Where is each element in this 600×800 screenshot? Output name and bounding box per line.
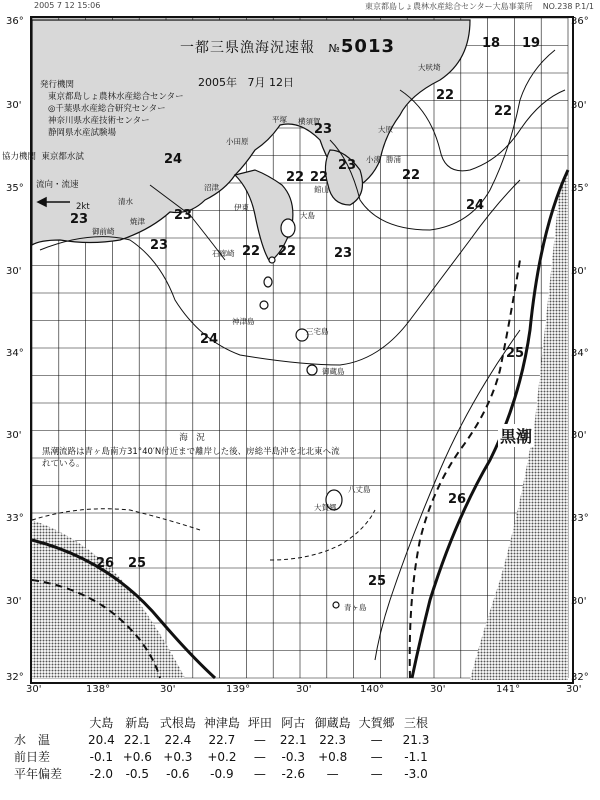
lon-label: 30' xyxy=(160,684,176,695)
place-label: 大賀郷 xyxy=(314,503,337,512)
row-label: 前日差 xyxy=(14,750,51,764)
lat-label: 32° xyxy=(6,672,24,683)
table-row xyxy=(10,765,433,782)
flow-legend xyxy=(36,178,90,212)
lon-label: 138° xyxy=(86,684,111,695)
table-header: 阿古 xyxy=(281,716,306,730)
lat-label: 35° xyxy=(571,183,589,194)
table-header: 神津島 xyxy=(203,716,240,730)
place-label: 勝浦 xyxy=(386,155,401,164)
lat-label: 30' xyxy=(6,266,22,277)
table-cell: -1.1 xyxy=(404,749,428,764)
issuer-org: ◎千葉県水産総合研究センター xyxy=(48,104,166,114)
place-label: 平塚 xyxy=(272,115,287,124)
flow-label: 流向・流速 xyxy=(36,180,79,190)
isotherm-label: 23 xyxy=(334,246,353,261)
isotherm-label: 18 xyxy=(482,36,501,51)
table-header: 新島 xyxy=(125,716,150,730)
date-month-unit: 月 xyxy=(254,76,266,89)
cooperator xyxy=(2,150,84,162)
table-cell: -0.5 xyxy=(125,766,149,781)
issuer-heading: 発行機関 xyxy=(40,80,75,90)
table-cell: 22.1 xyxy=(279,732,307,747)
lat-label: 30' xyxy=(6,596,22,607)
place-label: 小田原 xyxy=(226,137,249,146)
date-year-unit: 年 xyxy=(226,76,237,89)
lat-label: 30' xyxy=(571,266,587,277)
place-label: 清水 xyxy=(118,197,133,206)
table-cell: 22.3 xyxy=(319,732,346,747)
table-cell: +0.3 xyxy=(163,749,193,764)
lat-label: 34° xyxy=(571,348,589,359)
table-cell: -0.3 xyxy=(281,749,305,764)
lat-label: 33° xyxy=(6,513,24,524)
place-label: 伊東 xyxy=(234,203,249,212)
isotherm-label: 22 xyxy=(436,88,455,103)
table-cell: -2.6 xyxy=(281,766,305,781)
note-title: 海 況 xyxy=(179,433,205,443)
lat-label: 32° xyxy=(571,672,589,683)
date-day: 12 xyxy=(269,76,283,89)
table-header: 大賀郷 xyxy=(358,716,395,730)
issuer-block xyxy=(40,79,184,139)
table-row xyxy=(10,731,433,748)
lon-label: 30' xyxy=(430,684,446,695)
isotherm-label: 22 xyxy=(278,244,297,259)
flow-speed: 2kt xyxy=(76,202,90,212)
table-cell: -0.9 xyxy=(210,766,234,781)
title-text: 一都三県漁海況速報 xyxy=(180,40,315,56)
place-label: 横須賀 xyxy=(298,117,321,126)
lat-label: 30' xyxy=(571,596,587,607)
isotherm-label: 24 xyxy=(164,152,183,167)
table-cell: 22.4 xyxy=(164,732,192,747)
place-label: 小湊 xyxy=(366,155,381,164)
lat-label: 30' xyxy=(6,100,22,111)
table-row xyxy=(10,748,433,765)
table-cell: — xyxy=(253,766,266,781)
fax-sender: 東京都島しょ農林水産総合センター大島事業所 xyxy=(365,2,533,11)
table-cell: 22.1 xyxy=(123,732,151,747)
isotherm-label: 22 xyxy=(242,244,261,259)
date-month: 7 xyxy=(247,76,255,89)
isotherm-label: 24 xyxy=(466,198,485,213)
issuer-org: 神奈川県水産技術センター xyxy=(48,116,150,126)
place-label: 三宅島 xyxy=(306,327,329,336)
table-cell: — xyxy=(253,749,266,764)
place-label: 青ヶ島 xyxy=(344,603,367,612)
row-label: 平年偏差 xyxy=(14,767,63,781)
table-cell: +0.6 xyxy=(122,749,152,764)
note-text: 黒潮流路は青ヶ島南方31°40′N付近まで離岸した後、房総半島沖を北北東へ流れている。 xyxy=(42,447,340,469)
lat-label: 34° xyxy=(6,348,24,359)
table-cell: — xyxy=(326,766,339,781)
isotherm-label: 23 xyxy=(150,238,169,253)
isotherm-label: 23 xyxy=(70,212,89,227)
lon-label: 141° xyxy=(496,684,521,695)
lat-label: 36° xyxy=(6,16,24,27)
page-title xyxy=(180,36,395,57)
place-label: 御蔵島 xyxy=(322,367,345,376)
isotherm-label: 23 xyxy=(338,158,357,173)
ocean-note xyxy=(42,432,342,470)
table-cell: — xyxy=(370,732,383,747)
table-header: 坪田 xyxy=(247,716,272,730)
issuer-org: 静岡県水産試験場 xyxy=(48,128,117,138)
table-header: 三根 xyxy=(404,716,429,730)
isotherm-label: 22 xyxy=(494,104,513,119)
isotherm-label: 23 xyxy=(174,208,193,223)
table-cell: — xyxy=(253,732,266,747)
lat-label: 35° xyxy=(6,183,24,194)
isotherm-label: 22 xyxy=(402,168,421,183)
place-label: 御前崎 xyxy=(92,227,115,236)
place-label: 神津島 xyxy=(232,317,255,326)
table-cell: 21.3 xyxy=(402,732,430,747)
table-header: 大島 xyxy=(89,716,114,730)
place-label: 大原 xyxy=(378,125,393,134)
isotherm-label: 25 xyxy=(128,556,147,571)
issue-number-prefix: № xyxy=(328,42,341,55)
isotherm-label: 22 xyxy=(310,170,329,185)
isotherm-label: 22 xyxy=(286,170,305,185)
place-label: 館山 xyxy=(314,185,329,194)
isotherm-label: 26 xyxy=(448,492,467,507)
place-label: 焼津 xyxy=(130,217,145,226)
lon-label: 30' xyxy=(566,684,582,695)
date-year: 2005 xyxy=(198,76,226,89)
table-cell: — xyxy=(370,749,383,764)
table-cell: -0.6 xyxy=(166,766,190,781)
issuer-org: 東京都島しょ農林水産総合センター xyxy=(48,92,184,102)
row-label: 水 温 xyxy=(14,733,51,747)
date-day-unit: 日 xyxy=(283,76,294,89)
lat-label: 30' xyxy=(571,430,587,441)
table-header: 御蔵島 xyxy=(314,716,351,730)
isotherm-label: 25 xyxy=(368,574,387,589)
table-cell: — xyxy=(370,766,383,781)
place-label: 石廊崎 xyxy=(212,249,235,258)
kuroshio-label: 黒潮 xyxy=(498,424,534,447)
isotherm-label: 19 xyxy=(522,36,541,51)
table-cell: 20.4 xyxy=(88,732,115,747)
lon-label: 140° xyxy=(360,684,385,695)
isotherm-label: 24 xyxy=(200,332,219,347)
place-label: 大島 xyxy=(300,211,315,220)
fax-timestamp: 2005 7 12 15:06 xyxy=(34,1,101,10)
table-cell: 22.7 xyxy=(208,732,236,747)
place-label: 沼津 xyxy=(204,183,219,192)
place-label: 大吠埼 xyxy=(418,63,441,72)
lon-label: 30' xyxy=(26,684,42,695)
fax-page-number: NO.238 P.1/1 xyxy=(542,2,594,11)
issue-number xyxy=(328,36,395,57)
lat-label: 36° xyxy=(571,16,589,27)
issue-date xyxy=(198,74,294,90)
coop-label: 協力機関 xyxy=(2,152,37,162)
table-cell: +0.2 xyxy=(207,749,237,764)
table-cell: -0.1 xyxy=(89,749,114,764)
table-header: 式根島 xyxy=(159,716,196,730)
lat-label: 30' xyxy=(6,430,22,441)
lon-label: 139° xyxy=(226,684,251,695)
table-header-row xyxy=(10,714,433,731)
table-cell: -3.0 xyxy=(404,766,428,781)
coop-value: 東京都水試 xyxy=(41,152,84,162)
place-label: 八丈島 xyxy=(348,485,371,494)
isotherm-label: 25 xyxy=(506,346,525,361)
lat-label: 33° xyxy=(571,513,589,524)
table-cell: -2.0 xyxy=(89,766,114,781)
isotherm-label: 26 xyxy=(96,556,115,571)
lon-label: 30' xyxy=(296,684,312,695)
isotherm-label: 23 xyxy=(314,122,333,137)
issue-number-value: 5013 xyxy=(340,36,396,57)
table-cell: +0.8 xyxy=(318,749,348,764)
lat-label: 30' xyxy=(571,100,587,111)
water-temp-table xyxy=(10,714,433,782)
